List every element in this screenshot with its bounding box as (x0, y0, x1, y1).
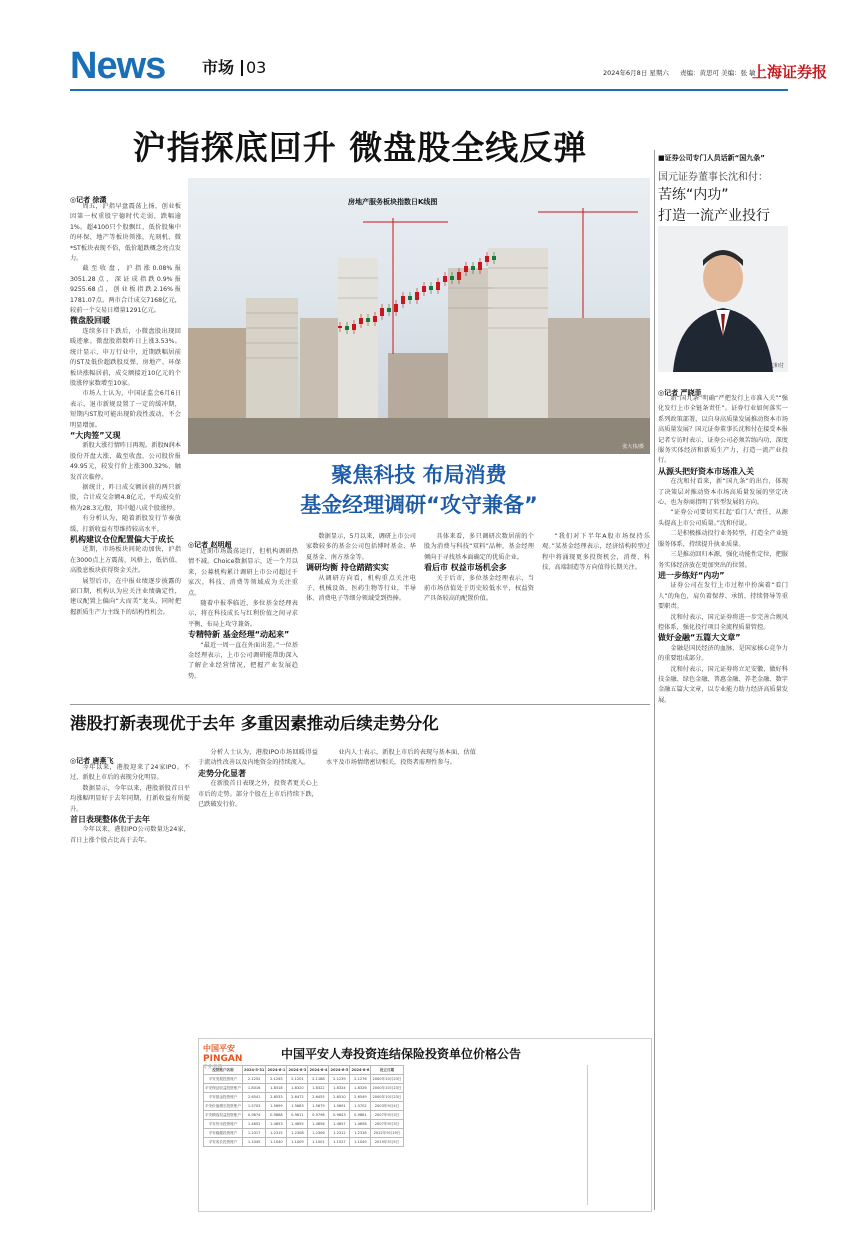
table-header-cell: 设立日期 (371, 1066, 403, 1075)
table-row (204, 1138, 404, 1147)
table-row (204, 1084, 404, 1093)
section-rule-hk (70, 704, 650, 705)
table-cell: 平安保证收益投资账户 (204, 1084, 243, 1093)
ad-box (198, 1038, 652, 1212)
candle-body (373, 316, 377, 322)
table-cell: 1.8326 (350, 1084, 371, 1093)
table-cell: 1.2318 (350, 1129, 371, 1138)
candle-body (457, 272, 461, 280)
subheading: 进一步练好“内功” (658, 570, 725, 580)
table-cell: 平安价值增长投资账户 (204, 1102, 243, 1111)
table-row (204, 1075, 404, 1084)
table-cell: 0.9811 (287, 1111, 308, 1120)
table-cell: 1.4656 (308, 1120, 329, 1129)
table-cell: 2.1252 (242, 1075, 266, 1084)
table-cell: 平安发展投资账户 (204, 1075, 243, 1084)
sidebar-headline-line2: 打造一流产业投行 (658, 208, 770, 224)
ad-logo-en: PINGAN (203, 1054, 243, 1064)
hk-headline: 港股打新表现优于去年 多重因素推动后续走势分化 (70, 714, 439, 733)
fund-article-col3 (424, 532, 534, 697)
paragraph: 从调研方向看，机构重点关注电子、机械设备、医药生物等行业，半导体、消费电子等细分领域受到热捧。 (306, 574, 416, 603)
hk-article-col1 (70, 763, 190, 1203)
sidebar (658, 100, 788, 1210)
table-cell: 1.5702 (350, 1102, 371, 1111)
table-cell: 2007年9月3日 (371, 1120, 403, 1129)
paragraph: 截至收盘，沪指涨0.08%报3051.28点，深证成指跌0.9%报9255.68点，创业板指跌2.16%报1781.07点。两市合计成交7168亿元，较前一个交易日增量1291亿元。 (70, 265, 181, 315)
candle-body (366, 318, 370, 322)
paragraph: 新股大涨行情昨日再现。新股N润本股份开盘大涨，截至收盘，公司股价报49.95元，较发行价上涨300.32%，触发首次临停。 (70, 442, 181, 481)
ad-slogan: 专业·价值 (203, 1065, 223, 1070)
subheading: 走势分化显著 (198, 768, 246, 778)
table-cell: 1.5699 (266, 1102, 287, 1111)
paragraph: 据统计，昨日成交额居前的两只新股，合计成交金额4.8亿元，平均成交价格为28.3元/股，其中超八成个股涨停。 (70, 483, 181, 512)
byline-text: ◎记者 徐潇 (70, 196, 107, 204)
table-cell: 1.1009 (287, 1138, 308, 1147)
table-row (204, 1120, 404, 1129)
brand-logo: News (70, 45, 166, 87)
masthead (0, 44, 858, 88)
table-cell: 1.8316 (242, 1084, 266, 1093)
candle-body (380, 308, 384, 316)
table-row (204, 1129, 404, 1138)
sidebar-kicker: 国元证券董事长沈和付： (658, 172, 768, 183)
paragraph: 沈和付表示，国元证券将立足安徽，做好科技金融、绿色金融、普惠金融、养老金融、数字金融五篇大文章，以专业能力助力经济高质量发展。 (658, 665, 788, 704)
subheading: 看后市 权益市场机会多 (424, 563, 507, 573)
table-header-cell: 2024-6-3 (287, 1066, 308, 1075)
table-cell: 2.6510 (329, 1093, 350, 1102)
table-cell: 1.5703 (242, 1102, 266, 1111)
paragraph: 在沈和付看来，新“国九条”的出台，体现了决策层对推动资本市场高质量发展的坚定决心，也为券商指明了转型发展的方向。 (658, 478, 788, 507)
table-cell: 1.4657 (329, 1120, 350, 1129)
table-cell: 1.1045 (242, 1138, 266, 1147)
table-cell: 平安成长投资账户 (204, 1138, 243, 1147)
image-caption: 房地产服务板块指数日K线图 (348, 198, 438, 206)
table-cell: 平安货币投资账户 (204, 1120, 243, 1129)
table-cell: 2.1239 (329, 1075, 350, 1084)
table-cell: 2.6549 (350, 1093, 371, 1102)
ad-logo-cn: 中国平安 (203, 1044, 235, 1053)
fund-price-table (203, 1065, 404, 1147)
candle-body (443, 276, 447, 282)
table-cell: 0.9796 (308, 1111, 329, 1120)
table-cell: 平安精选权益投资账户 (204, 1111, 243, 1120)
table-cell: 平安基金投资账户 (204, 1093, 243, 1102)
table-cell: 2000年10月23日 (371, 1075, 403, 1084)
section-divider (241, 60, 243, 76)
paragraph: 今年以来，港股迎来了24家IPO。不过，新股上市后的表现分化明显。 (70, 764, 190, 782)
hk-article-col2 (198, 748, 318, 848)
paragraph: 分析人士认为，港股IPO市场回暖得益于流动性改善以及内地资金的持续流入。 (198, 749, 318, 767)
table-cell: 2.1245 (266, 1075, 287, 1084)
candle-body (352, 324, 356, 330)
candle-body (408, 296, 412, 300)
paragraph: “我们对下半年A股市场保持乐观。”某基金经理表示，经济结构转型过程中将涌现更多投资机会，消费、科技、高端制造等方向值得长期关注。 (542, 533, 650, 572)
paragraph: 展望后市，在中报业绩逐步披露的窗口期，机构认为应关注业绩确定性，建议配置上偏向“大而美”龙头，同时把握新质生产力主线下的结构性机会。 (70, 577, 181, 616)
table-cell: 1.2312 (329, 1129, 350, 1138)
paragraph: 数据显示，今年以来，港股新股首日平均涨幅明显好于去年同期，打新收益有所提升。 (70, 784, 190, 813)
hk-article-col3 (326, 748, 476, 848)
table-header-row (204, 1066, 404, 1075)
table-cell: 1.5691 (329, 1102, 350, 1111)
paper-name-logo: 上海证券报 (752, 63, 828, 81)
byline-text: ◎记者 唐燕飞 (70, 757, 114, 765)
paragraph: 三是推动回归本源，强化功能性定位，把服务实体经济放在更加突出的位置。 (658, 551, 788, 569)
paragraph: 新“国九条”明确“严把发行上市准入关”“强化发行上市全链条责任”。证券行业如何落实一系列政策部署，以自身高质量发展推动资本市场高质量发展？国元证券董事长沈和付在接受本报记者专访时表示，证券公司必须苦练内功，深度服务实体经济和新质生产力，打造一流产业投行。 (658, 395, 788, 465)
paragraph: 连续多日下跌后，小微盘股出现回暖迹象。微盘股指数昨日上涨3.53%。统计显示，申万行业中，近期跌幅居前的ST及低价超跌股反弹，房地产、环保板块涨幅居前，成交额接近10亿元的个股涨停家数增至10家。 (70, 327, 181, 387)
candle-body (478, 262, 482, 270)
table-header-cell: 2024-6-4 (308, 1066, 329, 1075)
candle-body (429, 286, 433, 290)
paragraph: 市场人士认为，中国证监会6月6日表示，退市新规设置了一定的缓冲期，短期内ST股可能出现阶段性波动，不会明显增加。 (70, 390, 181, 429)
column-rule (654, 150, 655, 1210)
candle-body (415, 292, 419, 300)
candle-body (345, 326, 349, 330)
fund-article-col2 (306, 532, 416, 697)
candle-body (422, 286, 426, 292)
subheading: 做好金融“五篇大文章” (658, 633, 741, 643)
table-header-cell: 2024-6-5 (329, 1066, 350, 1075)
subheading: 从源头把好资本市场准入关 (658, 466, 754, 476)
portrait-photo (658, 226, 788, 372)
main-article-body (70, 202, 181, 698)
table-cell: 2.6455 (308, 1093, 329, 1102)
table-cell: 1.1001 (308, 1138, 329, 1147)
candle-body (338, 326, 342, 328)
table-cell: 1.2317 (242, 1129, 266, 1138)
table-cell: 2000年10月23日 (371, 1084, 403, 1093)
ad-table-wrap (203, 1065, 583, 1147)
main-headline: 沪指探底回升 微盘股全线反弹 (132, 128, 588, 167)
subheading: 首日表现整体优于去年 (70, 815, 150, 825)
paragraph: 周五，沪指早盘震荡上扬，创业板因第一权重股宁德时代走弱，跌幅逾1%。超4100只个股飘红，低价股集中的环保、地产等板块领涨，光刻机、微*ST板块表现不俗，低价超跌概念亮点发力。 (70, 203, 181, 263)
table-cell: 1.1040 (266, 1138, 287, 1147)
paragraph: 业内人士表示，新股上市后的表现与基本面、估值水平及市场情绪密切相关，投资者需理性参与。 (326, 749, 476, 767)
table-cell: 2.1188 (308, 1075, 329, 1084)
table-cell: 1.5679 (308, 1102, 329, 1111)
table-cell: 1.1027 (329, 1138, 350, 1147)
table-cell: 1.5683 (287, 1102, 308, 1111)
page-number: 03 (246, 58, 267, 77)
fund-headline-line1: 聚焦科技 布局消费 (331, 463, 507, 487)
sidebar-badge: ■证券公司专门人员话新“国九条” (658, 154, 765, 162)
table-cell: 1.8320 (287, 1084, 308, 1093)
building-silhouettes (188, 248, 650, 454)
table-cell: 1.8322 (308, 1084, 329, 1093)
paragraph: 关于后市，多位基金经理表示，当前市场估值处于历史较低水平，权益资产具备较高的配置价值。 (424, 574, 534, 603)
photo-credit: 张大伟/摄 (622, 444, 644, 450)
table-header-cell: 2024-5-31 (242, 1066, 266, 1075)
paragraph: 今年以来，港股IPO公司数量达24家，首日上涨个股占比高于去年。 (70, 826, 190, 844)
paragraph: 金融是国民经济的血脉，是国家核心竞争力的重要组成部分。 (658, 644, 788, 663)
photo-illustration (188, 178, 650, 454)
table-cell: 0.9843 (329, 1111, 350, 1120)
table-header-cell: 2024-6-6 (350, 1066, 371, 1075)
table-cell: 0.9881 (350, 1111, 371, 1120)
table-cell: 2007年9月3日 (371, 1111, 403, 1120)
table-cell: 0.9868 (266, 1111, 287, 1120)
subheading: 微盘股回暖 (70, 316, 110, 326)
candle-body (450, 276, 454, 280)
paragraph: “证券公司要切实扛起‘看门人’责任，从源头提高上市公司质量。”沈和付说。 (658, 509, 788, 527)
table-cell: 2.6472 (287, 1093, 308, 1102)
paragraph: 有分析认为，随着新股发行节奏放缓，打新收益有望维持较高水平。 (70, 515, 181, 533)
table-cell: 2.1201 (287, 1075, 308, 1084)
photo-caption: 沈和付 (768, 363, 784, 369)
table-cell: 1.4652 (242, 1120, 266, 1129)
table-row (204, 1093, 404, 1102)
paragraph: 证券公司在发行上市过程中扮演着“看门人”的角色，肩负着保荐、承销、持续督导等重要职责。 (658, 582, 788, 611)
paragraph: 近期，市场板块间轮动加快，沪指在3000点上方震荡，风格上，低估值、高股息板块获得资金关注。 (70, 546, 181, 575)
table-cell: 1.4658 (350, 1120, 371, 1129)
editor-line: 责编：黄思可 美编：张 敏 (680, 69, 756, 77)
ad-title: 中国平安人寿投资连结保险投资单位价格公告 (281, 1047, 522, 1061)
table-cell: 2015年5月5日 (371, 1138, 403, 1147)
table-cell: 平安稳健投资账户 (204, 1129, 243, 1138)
candle-body (401, 296, 405, 304)
table-cell: 1.2315 (266, 1129, 287, 1138)
candle-body (436, 282, 440, 290)
sidebar-headline-line1: 苦练“内功” (658, 187, 729, 203)
paragraph: 具体来看，多只调研次数居前的个股为消费与科技“双料”品种，基金经理倾向于寻找基本面确定的优质企业。 (424, 533, 534, 561)
paragraph: 在新股首日表现之外，投资者更关心上市后的走势。部分个股在上市后持续下跌，已跌破发行价。 (198, 780, 318, 809)
candle-body (492, 256, 496, 260)
table-cell: 2.1276 (350, 1075, 371, 1084)
table-cell: 1.4653 (266, 1120, 287, 1129)
candle-body (387, 308, 391, 312)
table-cell: 1.2306 (308, 1129, 329, 1138)
subheading: 专精特新 基金经理“动起来” (188, 630, 290, 640)
candle-body (394, 304, 398, 312)
paragraph: 二是积极推动投行业务转型，打造全产业链服务体系，持续提升执业质量。 (658, 530, 788, 548)
masthead-rule (70, 89, 788, 91)
candle-body (485, 256, 489, 262)
table-cell: 2.6541 (242, 1093, 266, 1102)
main-photo (188, 178, 650, 454)
paragraph: 沈和付表示，国元证券将进一步完善合规风控体系，强化投行项目全流程质量管控。 (658, 613, 788, 631)
candle-body (471, 266, 475, 270)
ad-side-notes (587, 1065, 648, 1205)
section-name: 市场 (202, 58, 235, 77)
table-cell: 1.8324 (329, 1084, 350, 1093)
portrait-illustration (658, 226, 788, 372)
paragraph: “最近一周一直在外面出差。”一位基金经理表示，上市公司调研能帮助深入了解企业经营情况，把握产业发展趋势。 (188, 641, 298, 680)
table-header-cell: 投资账户名称 (204, 1066, 243, 1075)
table-cell: 0.9874 (242, 1111, 266, 1120)
sidebar-body (658, 394, 788, 1208)
subheading: “大肉签”又现 (70, 430, 121, 440)
table-cell: 2.6533 (266, 1093, 287, 1102)
paragraph: 随着中报季临近，多位基金经理表示，将在科技成长与红利价值之间寻求平衡，布局上攻守兼备。 (188, 600, 298, 628)
byline-text: ◎记者 赵明超 (188, 541, 232, 549)
table-row (204, 1102, 404, 1111)
table-cell: 1.4655 (287, 1120, 308, 1129)
table-row (204, 1111, 404, 1120)
table-cell: 2003年9月4日 (371, 1102, 403, 1111)
byline-text: ◎记者 严晓菲 (658, 389, 702, 397)
paragraph: 近期市场震荡运行，但机构调研热情不减。Choice数据显示，近一个月以来，公募机构累计调研上市公司超过千家次，科技、消费等领域成为关注重点。 (188, 548, 298, 597)
paragraph: 数据显示，5月以来，调研上市公司家数较多的基金公司包括博时基金、华夏基金、南方基金等。 (306, 533, 416, 561)
table-cell: 2000年10月23日 (371, 1093, 403, 1102)
date-line: 2024年6月8日 星期六 (603, 69, 669, 77)
candle-body (464, 266, 468, 272)
table-cell: 2012年9月19日 (371, 1129, 403, 1138)
table-cell: 1.1049 (350, 1138, 371, 1147)
candle-body (359, 318, 363, 324)
table-header-cell: 2024-6-1 (266, 1066, 287, 1075)
table-cell: 1.8318 (266, 1084, 287, 1093)
subheading: 调研均衡 持仓踏踏实实 (306, 563, 389, 573)
fund-article-col4 (542, 532, 650, 697)
fund-headline-line2: 基金经理调研“攻守兼备” (300, 493, 538, 517)
fund-article-col1 (188, 547, 298, 697)
table-cell: 1.2308 (287, 1129, 308, 1138)
subheading: 机构建议仓位配置偏大于成长 (70, 535, 174, 544)
